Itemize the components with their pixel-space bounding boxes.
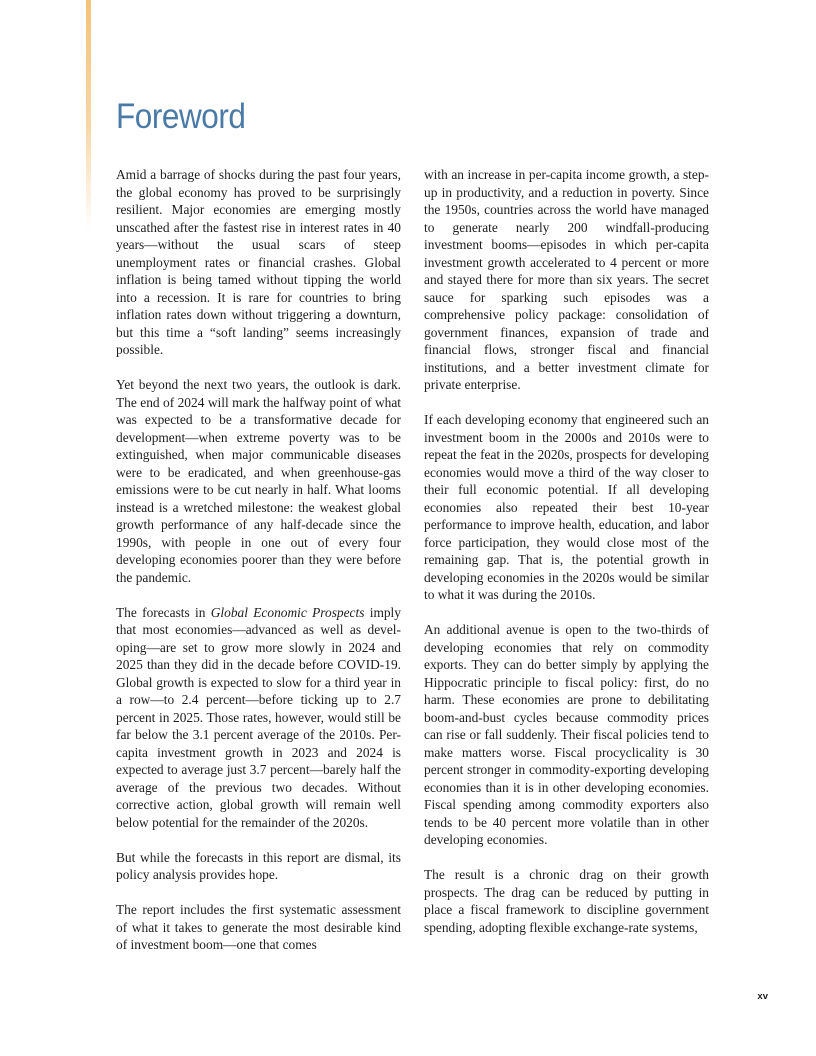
accent-bar <box>86 0 91 230</box>
page-number: xv <box>757 991 768 1002</box>
paragraph-text: The forecasts in <box>116 604 211 620</box>
left-column <box>116 166 401 971</box>
paragraph <box>116 604 401 832</box>
right-column <box>424 166 709 954</box>
paragraph: An additional avenue is open to the two-thirds of developing economies that rely on commodity exports. They can do better simply by applying the Hippocratic principle to fiscal policy: first, do no harm. These economies are prone to debilitating boom-and-bust cycles because commodity prices can rise or fall suddenly. Their fiscal policies tend to make matters worse. Fiscal procyclicality is 30 percent stronger in commodity-exporting developing economies than it is in other developing economies. Fiscal spending among commodity exporters also tends to be 40 percent more volatile than in other developing economies. <box>424 622 709 847</box>
paragraph: The result is a chronic drag on their growth prospects. The drag can be reduced by putting in place a fiscal framework to discipline government spending, adopting flexible exchange-rate systems, <box>424 867 709 935</box>
paragraph: Yet beyond the next two years, the outlook is dark. The end of 2024 will mark the halfway point of what was expected to be a transformative decade for development—when extreme poverty was to be extinguished, when major communicable diseases were to be eradicated, and when greenhouse-gas emissions were to be cut nearly in half. What looms instead is a wretched milestone: the weakest global growth performance of any half-decade since the 1990s, with people in one out of every four developing economies poorer than they were before the pandemic. <box>116 377 401 585</box>
paragraph: Amid a barrage of shocks during the past four years, the global economy has proved to be surprisingly resilient. Major economies are emerging mostly unscathed after the fastest rise in interest rates in 40 years—without the usual scars of steep unemployment rates or financial crashes. Global inflation is being tamed without tipping the world into a recession. It is rare for countries to bring inflation rates down without triggering a downturn, but this time a “soft landing” seems increasingly possible. <box>116 167 401 357</box>
paragraph-text: imply that most economies—advanced as well as developing—are set to grow more slowly in 2024 and 2025 than they did in the decade before COVID-19. Global growth is expected to slow for a third year in a row—to 2.4 percent—before ticking up to 2.7 percent in 2025. Those rates, however, would still be far below the 3.1 percent average of the 2010s. Per-capita investment growth in 2023 and 2024 is expected to average just 3.7 percent—barely half the average of the previous two decades. Without corrective action, global growth will remain well below potential for the remainder of the 2020s. <box>116 604 401 830</box>
paragraph: The report includes the first systematic assessment of what it takes to generate the most desirable kind of investment boom—one that comes <box>116 902 401 952</box>
page-title: Foreword <box>116 97 246 136</box>
paragraph: with an increase in per-capita income growth, a step-up in productivity, and a reduction in poverty. Since the 1950s, countries across the world have managed to generate nearly 200 windfall-producing investment booms—episodes in which per-capita investment growth accelerated to 4 percent or more and stayed there for more than six years. The secret sauce for sparking such episodes was a comprehensive policy package: consolidation of government finances, expansion of trade and financial flows, stronger fiscal and financial institutions, and a better investment climate for private enterprise. <box>424 167 709 392</box>
paragraph: If each developing economy that engineered such an investment boom in the 2000s and 2010s were to repeat the feat in the 2020s, prospects for developing economies would move a third of the way closer to their full economic potential. If all developing economies also repeated their best 10-year performance to improve health, education, and labor force participation, they would close most of the remaining gap. That is, the potential growth in developing economies in the 2020s would be similar to what it was during the 2010s. <box>424 412 709 602</box>
report-title-italic: Global Economic Prospects <box>210 604 365 620</box>
paragraph: But while the forecasts in this report are dismal, its policy analysis provides hope. <box>116 849 401 882</box>
